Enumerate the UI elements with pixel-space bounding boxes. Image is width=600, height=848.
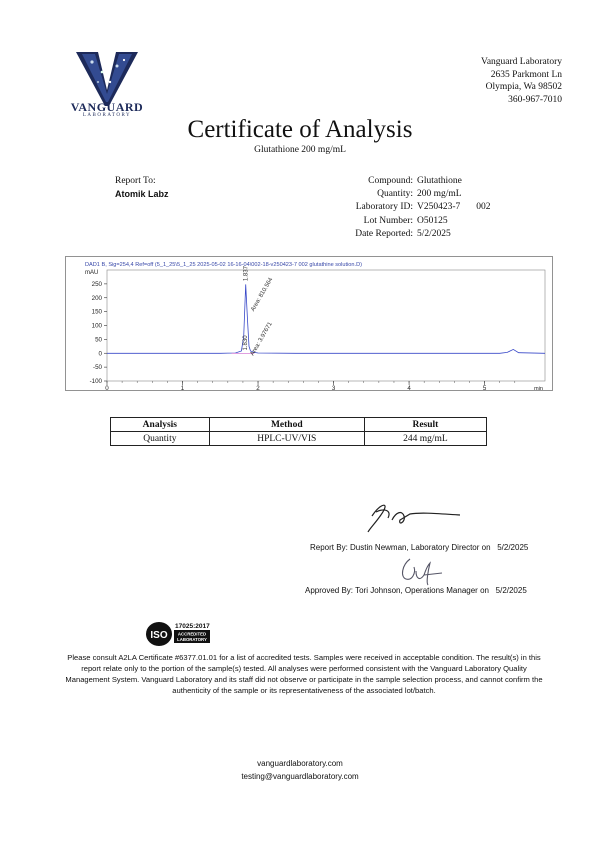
y-tick-label: -50 (93, 364, 102, 372)
footer-website[interactable]: vanguardlaboratory.com (257, 759, 343, 768)
client-name: Atomik Labz (115, 189, 169, 199)
sample-label: Laboratory ID: (355, 202, 413, 213)
report-by-text: Report By: Dustin Newman, Laboratory Director on (310, 543, 491, 552)
sample-row (318, 215, 491, 228)
iso-mark: ISO (150, 630, 168, 641)
table-cell: Quantity (111, 432, 210, 446)
logo-wordmark: VANGUARD (70, 100, 144, 114)
lab-name: Vanguard Laboratory (481, 57, 562, 67)
y-tick-label: 250 (91, 280, 102, 288)
y-tick-label: 0 (98, 350, 102, 358)
table-header: Result (364, 418, 486, 432)
chart-title: DAD1 B, Sig=254,4 Ref=off (5_1_25\5_1_25 2025-05-02 16-16-04\002-18-v250423-7 002 glutathine solution.D) (85, 262, 362, 268)
chart-frame (66, 257, 553, 391)
x-tick-label: 5 (482, 385, 487, 391)
x-tick-label: 2 (256, 385, 260, 391)
sample-row (318, 188, 491, 201)
sample-label: Compound: (368, 176, 413, 186)
logo-subtitle: LABORATORY (82, 113, 132, 118)
sample-label: Lot Number: (363, 215, 413, 226)
iso-line1: ACCREDITED (177, 631, 207, 637)
iso-line2: LABORATORY (177, 637, 207, 642)
report-by-date: 5/2/2025 (497, 543, 529, 552)
peak-area-label: Area: 810.564 (250, 276, 275, 313)
sample-value: Glutathione (417, 176, 462, 186)
results-table (110, 417, 487, 446)
x-tick-label: 3 (331, 385, 336, 391)
report-to-label: Report To: (115, 176, 156, 186)
table-cell: 244 mg/mL (364, 432, 486, 446)
x-tick-label: 0 (105, 385, 109, 391)
sample-value: 200 mg/mL (417, 189, 462, 200)
table-header: Analysis (111, 418, 210, 432)
table-row (111, 432, 487, 446)
page-title: Certificate of Analysis (187, 116, 413, 143)
peak-area-label: Area: 3.97671 (249, 321, 274, 358)
lab-city: Olympia, Wa 98502 (485, 82, 562, 92)
manager-signature (398, 555, 448, 587)
peak-retention-label: 1.837 (243, 266, 250, 282)
sample-value: O50125 (417, 215, 448, 226)
report-by-line (310, 543, 528, 552)
lab-address (481, 56, 562, 106)
sample-value: V250423-7 (417, 202, 461, 213)
sample-value: 5/2/2025 (417, 228, 451, 239)
chromatogram-chart (65, 256, 553, 391)
y-tick-label: 50 (95, 336, 102, 344)
table-header: Method (209, 418, 364, 432)
x-axis-label: min (534, 386, 543, 391)
footer (0, 757, 600, 783)
sample-row (318, 201, 491, 214)
director-signature (362, 498, 462, 534)
y-tick-label: 150 (91, 308, 102, 316)
lab-street: 2635 Parkmont Ln (490, 69, 562, 80)
table-cell: HPLC-UV/VIS (209, 432, 364, 446)
approved-by-text: Approved By: Tori Johnson, Operations Manager on (305, 586, 489, 595)
table-header-row (111, 418, 487, 432)
footer-email[interactable]: testing@vanguardlaboratory.com (241, 772, 359, 781)
approved-by-line (305, 586, 527, 595)
lab-phone: 360-967-7010 (508, 94, 562, 105)
y-tick-label: 100 (91, 322, 102, 330)
approved-by-date: 5/2/2025 (495, 586, 527, 595)
iso-standard: 17025:2017 (175, 623, 210, 630)
y-tick-label: 200 (91, 294, 102, 302)
peak-retention-label: 1.830 (243, 335, 250, 351)
sample-info (318, 175, 491, 241)
report-to (115, 175, 169, 201)
y-axis-label: mAU (85, 270, 99, 276)
x-tick-label: 1 (180, 385, 185, 391)
page-subtitle: Glutathione 200 mg/mL (254, 145, 346, 155)
disclaimer: Please consult A2LA Certificate #6377.01.01 for a list of accredited tests. Samples were received in acceptable condition. The result(s) in this report relate only to the portion of the sample(s) tested. All analyses were performed consistent with the Vanguard Laboratory Quality Management System. Vanguard Laboratory and its staff did not observe or participate in the sample selection process, and cannot confirm the authenticity of the sample or its representativeness of the associated lot/batch. (65, 653, 543, 695)
x-tick-label: 4 (407, 385, 411, 391)
sample-label: Quantity: (377, 189, 413, 200)
sample-suffix: 002 (476, 202, 491, 213)
sample-label: Date Reported: (355, 228, 413, 239)
iso-accreditation-badge (145, 620, 215, 648)
sample-row (318, 175, 491, 188)
y-tick-label: -100 (89, 378, 102, 385)
sample-row (318, 228, 491, 241)
